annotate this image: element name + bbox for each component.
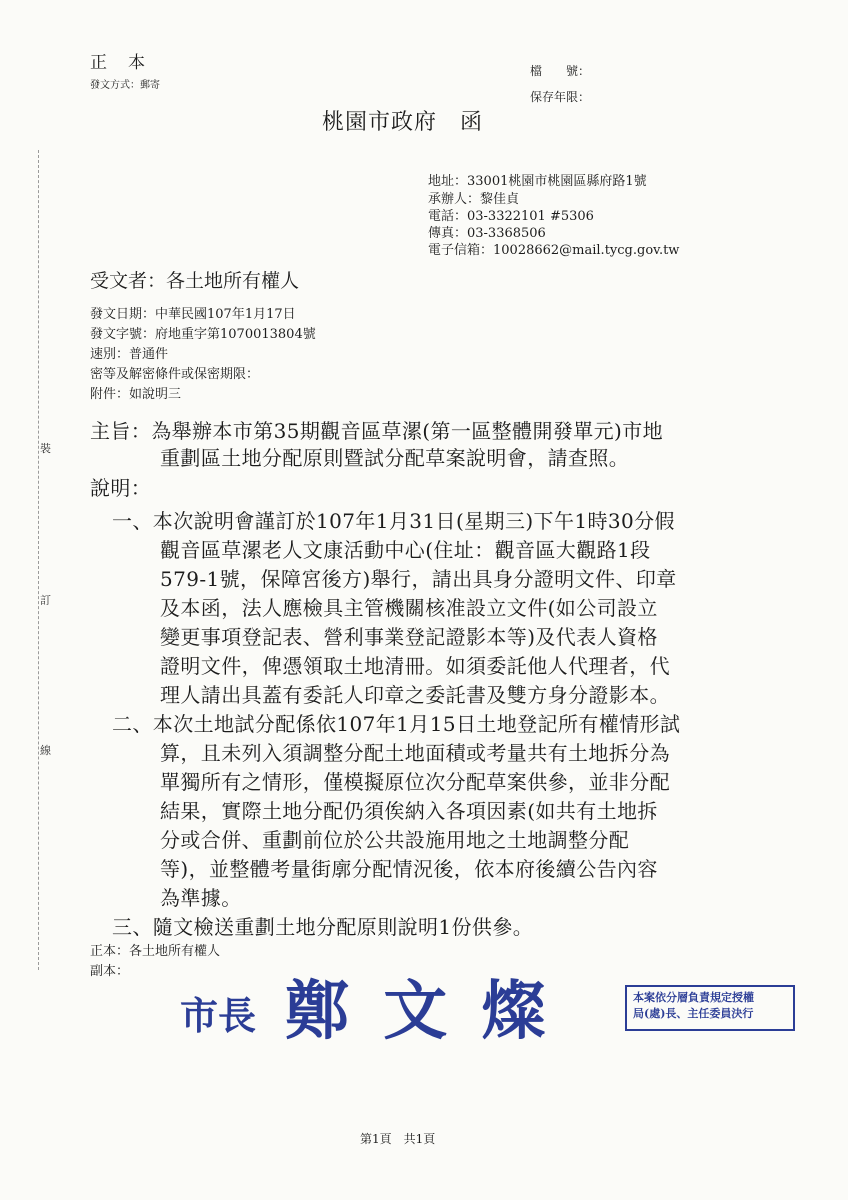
item2-line: 單獨所有之情形，僅模擬原位次分配草案供參，並非分配 [160, 770, 670, 794]
item1-line: 理人請出具蓋有委託人印章之委託書及雙方身分證影本。 [160, 683, 670, 707]
contact-address: 地址：33001桃園市桃園區縣府路1號 [428, 174, 647, 189]
item1-line: 579-1號，保障宮後方)舉行，請出具身分證明文件、印章 [160, 567, 677, 591]
item2-line: 分或合併、重劃前位於公共設施用地之土地調整分配 [160, 828, 630, 852]
item2-line: 為準據。 [160, 886, 242, 910]
binding-mark-zhuang: 裝 [40, 442, 51, 455]
document-title: 桃園市政府 函 [322, 110, 484, 135]
authorization-stamp [625, 985, 795, 1031]
original-recipient: 正本：各土地所有權人 [90, 944, 221, 959]
contact-handler: 承辦人：黎佳貞 [428, 192, 520, 207]
item1-line: 變更事項登記表、營利事業登記證影本等)及代表人資格 [160, 625, 658, 649]
subject-line-2: 重劃區土地分配原則暨試分配草案說明會，請查照。 [160, 446, 630, 470]
binding-mark-ding: 訂 [40, 594, 51, 607]
mayor-title: 市長 [180, 993, 257, 1038]
stamp-line-2: 局(處)長、主任委員決行 [633, 1007, 754, 1020]
item2-line: 算，且未列入須調整分配土地面積或考量共有土地拆分為 [160, 741, 670, 765]
copy-type: 正 本 [90, 53, 147, 73]
item1-line: 一、本次說明會謹訂於107年1月31日(星期三)下午1時30分假 [112, 509, 675, 533]
contact-fax: 傳真：03-3368506 [428, 226, 546, 241]
retention-period: 保存年限： [530, 90, 591, 104]
binding-line [38, 150, 39, 970]
item2-line: 結果，實際土地分配仍須俟納入各項因素(如共有土地拆 [160, 799, 658, 823]
stamp-line-1: 本案依分層負責規定授權 [633, 991, 754, 1004]
item3-line: 三、隨文檢送重劃土地分配原則說明1份供參。 [112, 915, 534, 939]
explanation-label: 說明： [90, 476, 152, 500]
secrecy-level: 密等及解密條件或保密期限： [90, 367, 260, 382]
item1-line: 及本函，法人應檢具主管機關核准設立文件(如公司設立 [160, 596, 658, 620]
delivery-speed: 速別：普通件 [90, 347, 169, 362]
item2-line: 等)，並整體考量街廓分配情況後，依本府後續公告內容 [160, 857, 658, 881]
subject-line-1: 主旨：為舉辦本市第35期觀音區草漯(第一區整體開發單元)市地 [90, 419, 664, 443]
item2-line: 二、本次土地試分配係依107年1月15日土地登記所有權情形試 [112, 712, 681, 736]
page-number: 第1頁 共1頁 [360, 1132, 436, 1146]
item1-line: 觀音區草漯老人文康活動中心(住址：觀音區大觀路1段 [160, 538, 651, 562]
file-number: 檔 號： [530, 64, 591, 78]
mayor-signature: 鄭 文 燦 [285, 974, 552, 1049]
copy-recipient: 副本： [90, 964, 130, 979]
binding-mark-xian: 線 [40, 744, 51, 757]
document-number: 發文字號：府地重字第1070013804號 [90, 327, 316, 342]
send-method: 發文方式：郵寄 [90, 80, 160, 91]
contact-email: 電子信箱：10028662@mail.tycg.gov.tw [428, 243, 680, 258]
attachment: 附件：如說明三 [90, 387, 182, 402]
item1-line: 證明文件，俾憑領取土地清冊。如須委託他人代理者，代 [160, 654, 670, 678]
issue-date: 發文日期：中華民國107年1月17日 [90, 307, 296, 322]
contact-phone: 電話：03-3322101 #5306 [428, 209, 594, 224]
recipient: 受文者：各土地所有權人 [90, 270, 300, 292]
